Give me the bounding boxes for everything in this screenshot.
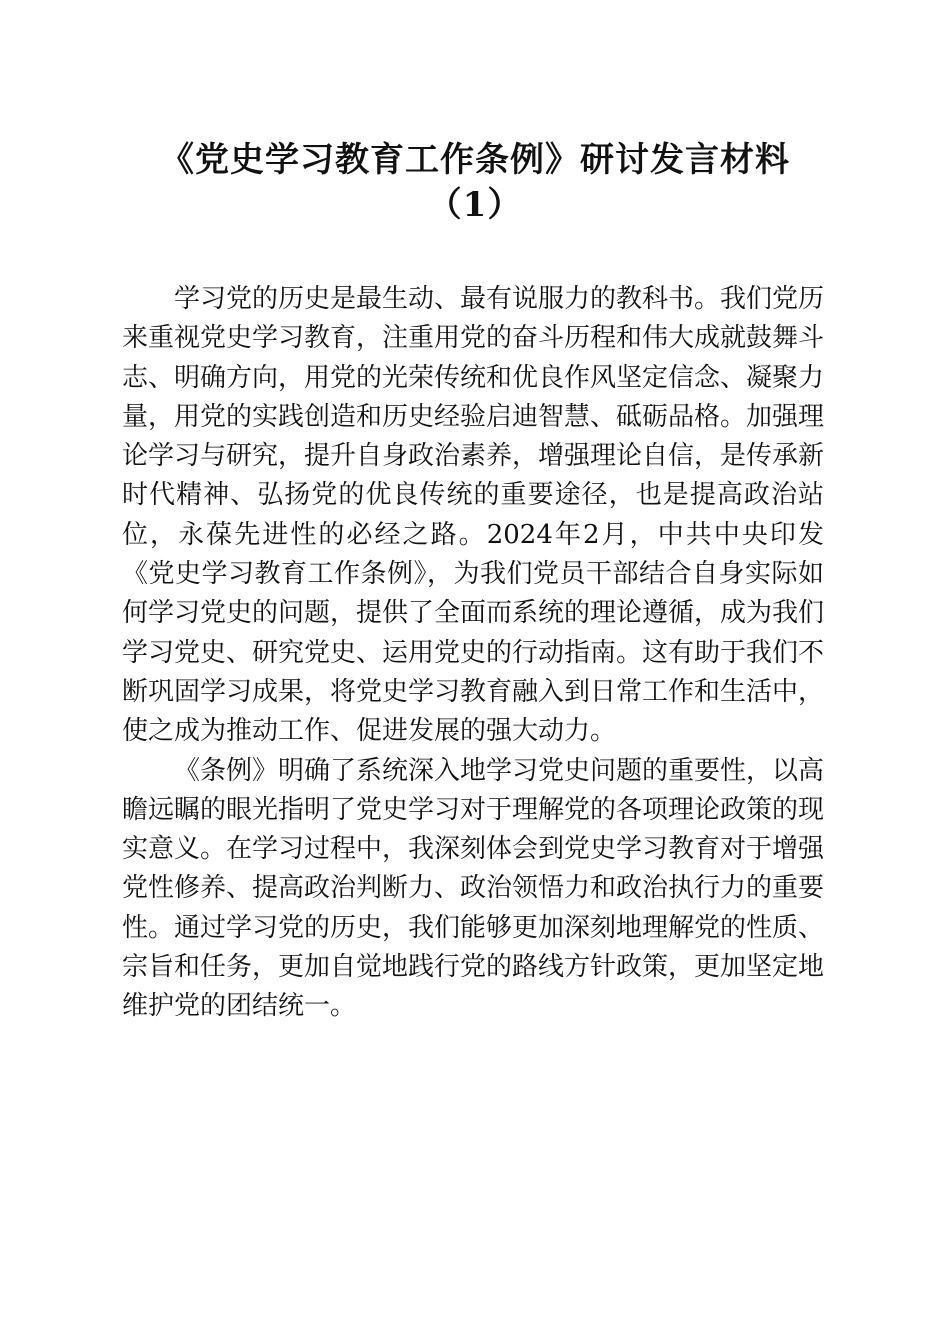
document-body <box>122 280 824 1027</box>
document-title-number: （1） <box>427 185 523 225</box>
paragraph-1: 学习党的历史是最生动、最有说服力的教科书。我们党历来重视党史学习教育，注重用党的奋斗历程和伟大成就鼓舞斗志、明确方向，用党的光荣传统和优良作风坚定信念、凝聚力量，用党的实践创造和历史经验启迪智慧、砥砺品格。加强理论学习与研究，提升自身政治素养，增强理论自信，是传承新时代精神、弘扬党的优良传统的重要途径，也是提高政治站位，永葆先进性的必经之路。2024年2月，中共中央印发《党史学习教育工作条例》，为我们党员干部结合自身实际如何学习党史的问题，提供了全面而系统的理论遵循，成为我们学习党史、研究党史、运用党史的行动指南。这有助于我们不断巩固学习成果，将党史学习教育融入到日常工作和生活中，使之成为推动工作、促进发展的强大动力。 <box>122 284 825 747</box>
paragraph-2: 《条例》明确了系统深入地学习党史问题的重要性，以高瞻远瞩的眼光指明了党史学习对于理解党的各项理论政策的现实意义。在学习过程中，我深刻体会到党史学习教育对于增强党性修养、提高政治判断力、政治领悟力和政治执行力的重要性。通过学习党的历史，我们能够更加深刻地理解党的性质、宗旨和任务，更加自觉地践行党的路线方针政策，更加坚定地维护党的团结统一。 <box>122 755 825 1022</box>
document-title: 《党史学习教育工作条例》研讨发言材料 <box>160 140 790 180</box>
